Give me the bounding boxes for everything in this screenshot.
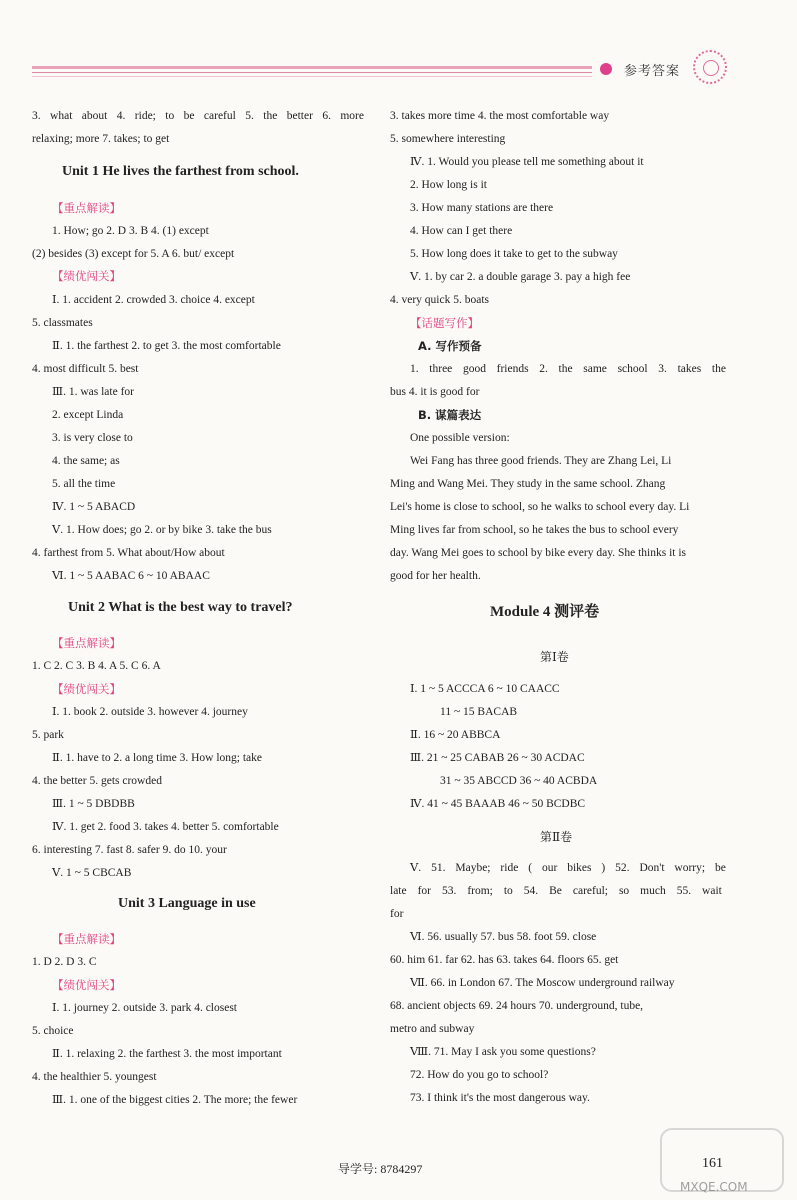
- answer-line: 3. is very close to: [52, 432, 133, 444]
- answer-line: Ⅴ. 1. by car 2. a double garage 3. pay a high fee: [410, 271, 631, 283]
- section-label: 【重点解读】: [52, 932, 121, 946]
- answer-line: Ⅲ. 1 ~ 5 DBDBB: [52, 798, 135, 810]
- section-label: 【绩优闯关】: [52, 682, 121, 696]
- answer-line: Ⅰ. 1. accident 2. crowded 3. choice 4. except: [52, 294, 255, 306]
- answer-line: 5. park: [32, 729, 64, 741]
- page-number: 161: [702, 1156, 723, 1171]
- answer-line: 1. D 2. D 3. C: [32, 956, 97, 968]
- answer-line: Ⅲ. 1. was late for: [52, 386, 134, 398]
- header-dot-icon: [600, 63, 612, 75]
- watermark-text: MXQE.COM: [680, 1180, 748, 1194]
- answer-line: 5. all the time: [52, 478, 116, 490]
- footer-code: 导学号: 8784297: [338, 1162, 423, 1176]
- answer-line: 4. How can I get there: [410, 225, 513, 237]
- answer-line: 72. How do you go to school?: [410, 1069, 549, 1081]
- volume-heading: 第Ⅰ卷: [540, 650, 569, 664]
- answer-line: Ⅱ. 1. have to 2. a long time 3. How long; take: [52, 752, 262, 764]
- answer-line: 4. very quick 5. boats: [390, 294, 490, 306]
- subsection-label: B. 谋篇表达: [418, 408, 482, 422]
- answer-line: 4. the healthier 5. youngest: [32, 1071, 157, 1083]
- answer-line: 1. How; go 2. D 3. B 4. (1) except: [52, 225, 209, 237]
- answer-line: 5. somewhere interesting: [390, 133, 506, 145]
- answer-line: 3. How many stations are there: [410, 202, 554, 214]
- answer-line: bus 4. it is good for: [390, 386, 480, 398]
- answer-line: 3. takes more time 4. the most comfortable way: [390, 110, 610, 122]
- answer-line: 11 ~ 15 BACAB: [440, 706, 518, 718]
- answer-line: 60. him 61. far 62. has 63. takes 64. floors 65. get: [390, 954, 619, 966]
- unit-title: Unit 2 What is the best way to travel?: [68, 600, 293, 615]
- section-label: 【话题写作】: [410, 316, 479, 330]
- answer-line: Ⅰ. 1 ~ 5 ACCCA 6 ~ 10 CAACC: [410, 683, 560, 695]
- answer-line: 6. interesting 7. fast 8. safer 9. do 10. your: [32, 844, 227, 856]
- answer-line: Ⅱ. 1. relaxing 2. the farthest 3. the most important: [52, 1048, 282, 1060]
- essay-line: good for her health.: [390, 570, 481, 582]
- answer-line: Ⅴ. 1 ~ 5 CBCAB: [52, 867, 132, 879]
- answer-line: Ⅵ. 1 ~ 5 AABAC 6 ~ 10 ABAAC: [52, 570, 210, 582]
- answer-line: Ⅷ. 71. May I ask you some questions?: [410, 1046, 596, 1058]
- answer-line: Ⅱ. 16 ~ 20 ABBCA: [410, 729, 501, 741]
- answer-line: late for 53. from; to 54. Be careful; so much 55. wait: [390, 885, 722, 897]
- answer-line: Ⅱ. 1. the farthest 2. to get 3. the most comfortable: [52, 340, 281, 352]
- answer-line: 2. How long is it: [410, 179, 487, 191]
- answer-line: 2. except Linda: [52, 409, 124, 421]
- answer-line: 68. ancient objects 69. 24 hours 70. underground, tube,: [390, 1000, 644, 1012]
- essay-line: day. Wang Mei goes to school by bike every day. She thinks it is: [390, 547, 687, 559]
- unit-title: Unit 1 He lives the farthest from school.: [62, 164, 299, 179]
- volume-heading: 第Ⅱ卷: [540, 830, 573, 844]
- section-label: 【绩优闯关】: [52, 978, 121, 992]
- header-flower-icon: [693, 50, 727, 84]
- answer-line: relaxing; more 7. takes; to get: [32, 133, 170, 145]
- answer-line: Ⅰ. 1. book 2. outside 3. however 4. journey: [52, 706, 248, 718]
- header-rule: [32, 72, 592, 73]
- answer-line: 73. I think it's the most dangerous way.: [410, 1092, 590, 1104]
- answer-line: Ⅰ. 1. journey 2. outside 3. park 4. closest: [52, 1002, 237, 1014]
- answer-line: metro and subway: [390, 1023, 475, 1035]
- answer-line: Ⅳ. 1. get 2. food 3. takes 4. better 5. comfortable: [52, 821, 279, 833]
- answer-line: 5. choice: [32, 1025, 74, 1037]
- answer-line: 4. most difficult 5. best: [32, 363, 139, 375]
- answer-line: 4. farthest from 5. What about/How about: [32, 547, 225, 559]
- answer-line: 5. classmates: [32, 317, 93, 329]
- answer-line: Ⅵ. 56. usually 57. bus 58. foot 59. close: [410, 931, 597, 943]
- answer-line: One possible version:: [410, 432, 510, 444]
- header-rule: [32, 76, 592, 77]
- essay-line: Ming lives far from school, so he takes the bus to school every: [390, 524, 679, 536]
- answer-line: Ⅴ. 51. Maybe; ride ( our bikes ) 52. Don't worry; be: [410, 862, 726, 874]
- section-label: 【绩优闯关】: [52, 269, 121, 283]
- answer-line: Ⅴ. 1. How does; go 2. or by bike 3. take the bus: [52, 524, 272, 536]
- answer-line: 1. three good friends 2. the same school 3. takes the: [410, 363, 726, 375]
- subsection-label: A. 写作预备: [418, 339, 482, 353]
- answer-line: Ⅳ. 1 ~ 5 ABACD: [52, 501, 136, 513]
- unit-title: Unit 3 Language in use: [118, 896, 256, 911]
- essay-line: Wei Fang has three good friends. They are Zhang Lei, Li: [410, 455, 672, 467]
- answer-line: 4. the same; as: [52, 455, 120, 467]
- answer-line: 31 ~ 35 ABCCD 36 ~ 40 ACBDA: [440, 775, 598, 787]
- answer-line: (2) besides (3) except for 5. A 6. but/ except: [32, 248, 235, 260]
- essay-line: Ming and Wang Mei. They study in the same school. Zhang: [390, 478, 666, 490]
- section-label: 【重点解读】: [52, 636, 121, 650]
- essay-line: Lei's home is close to school, so he walks to school every day. Li: [390, 501, 690, 513]
- answer-line: 5. How long does it take to get to the subway: [410, 248, 618, 260]
- answer-line: 1. C 2. C 3. B 4. A 5. C 6. A: [32, 660, 161, 672]
- answer-line: Ⅳ. 1. Would you please tell me something about it: [410, 156, 644, 168]
- module-title: Module 4 测评卷: [490, 604, 600, 620]
- answer-line: for: [390, 908, 404, 920]
- answer-line: 4. the better 5. gets crowded: [32, 775, 162, 787]
- answer-line: Ⅲ. 1. one of the biggest cities 2. The more; the fewer: [52, 1094, 298, 1106]
- answer-line: Ⅲ. 21 ~ 25 CABAB 26 ~ 30 ACDAC: [410, 752, 585, 764]
- header-title: 参考答案: [624, 64, 681, 79]
- page-header: [0, 0, 797, 100]
- header-rule: [32, 66, 592, 69]
- answer-line: Ⅶ. 66. in London 67. The Moscow underground railway: [410, 977, 675, 989]
- answer-line: Ⅳ. 41 ~ 45 BAAAB 46 ~ 50 BCDBC: [410, 798, 586, 810]
- section-label: 【重点解读】: [52, 201, 121, 215]
- answer-line: 3. what about 4. ride; to be careful 5. the better 6. more: [32, 110, 364, 122]
